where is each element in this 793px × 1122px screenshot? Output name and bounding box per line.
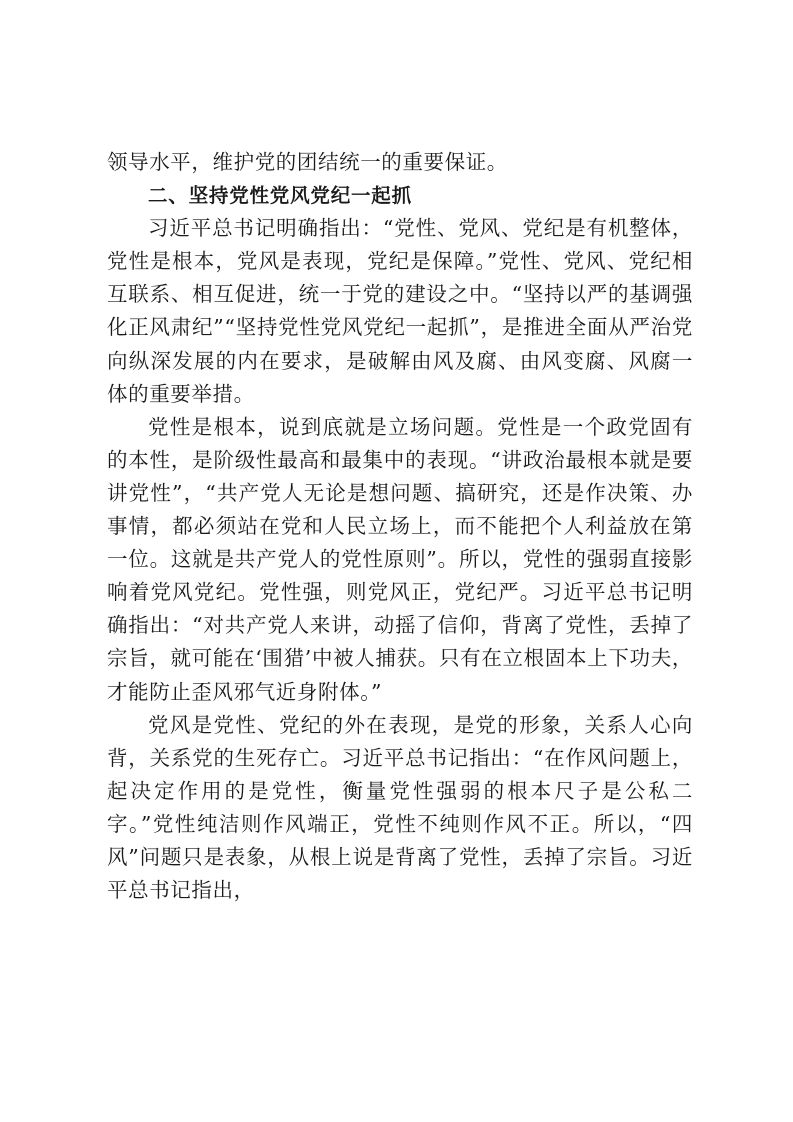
paragraph: 习近平总书记明确指出：“党性、党风、党纪是有机整体，党性是根本，党风是表现，党纪是保障。”党性、党风、党纪相互联系、相互促进，统一于党的建设之中。“坚持以严的基调强化正风肃纪”“坚持党性党风党纪一起抓”，是推进全面从严治党向纵深发展的内在要求，是破解由风及腐、由风变腐、风腐一体的重要举措。	[107, 216, 693, 406]
paragraph: 党性是根本，说到底就是立场问题。党性是一个政党固有的本性，是阶级性最高和最集中的表现。“讲政治最根本就是要讲党性”，“共产党人无论是想问题、搞研究，还是作决策、办事情，都必须站在党和人民立场上，而不能把个人利益放在第一位。这就是共产党人的党性原则”。所以，党性的强弱直接影响着党风党纪。党性强，则党风正，党纪严。习近平总书记明确指出：“对共产党人来讲，动摇了信仰，背离了党性，丢掉了宗旨，就可能在‘围猎’中被人捕获。只有在立根固本上下功夫，才能防止歪风邪气近身附体。”	[107, 414, 693, 704]
paragraph-continuation: 领导水平，维护党的团结统一的重要保证。	[107, 150, 508, 174]
section-heading: 二、坚持党性党风党纪一起抓	[148, 184, 412, 208]
paragraph: 党风是党性、党纪的外在表现，是党的形象，关系人心向背，关系党的生死存亡。习近平总书记指出：“在作风问题上，起决定作用的是党性，衡量党性强弱的根本尺子是公私二字。”党性纯洁则作风端正，党性不纯则作风不正。所以，“四风”问题只是表象，从根上说是背离了党性，丢掉了宗旨。习近平总书记指出，	[107, 712, 693, 903]
document-body	[107, 146, 693, 907]
